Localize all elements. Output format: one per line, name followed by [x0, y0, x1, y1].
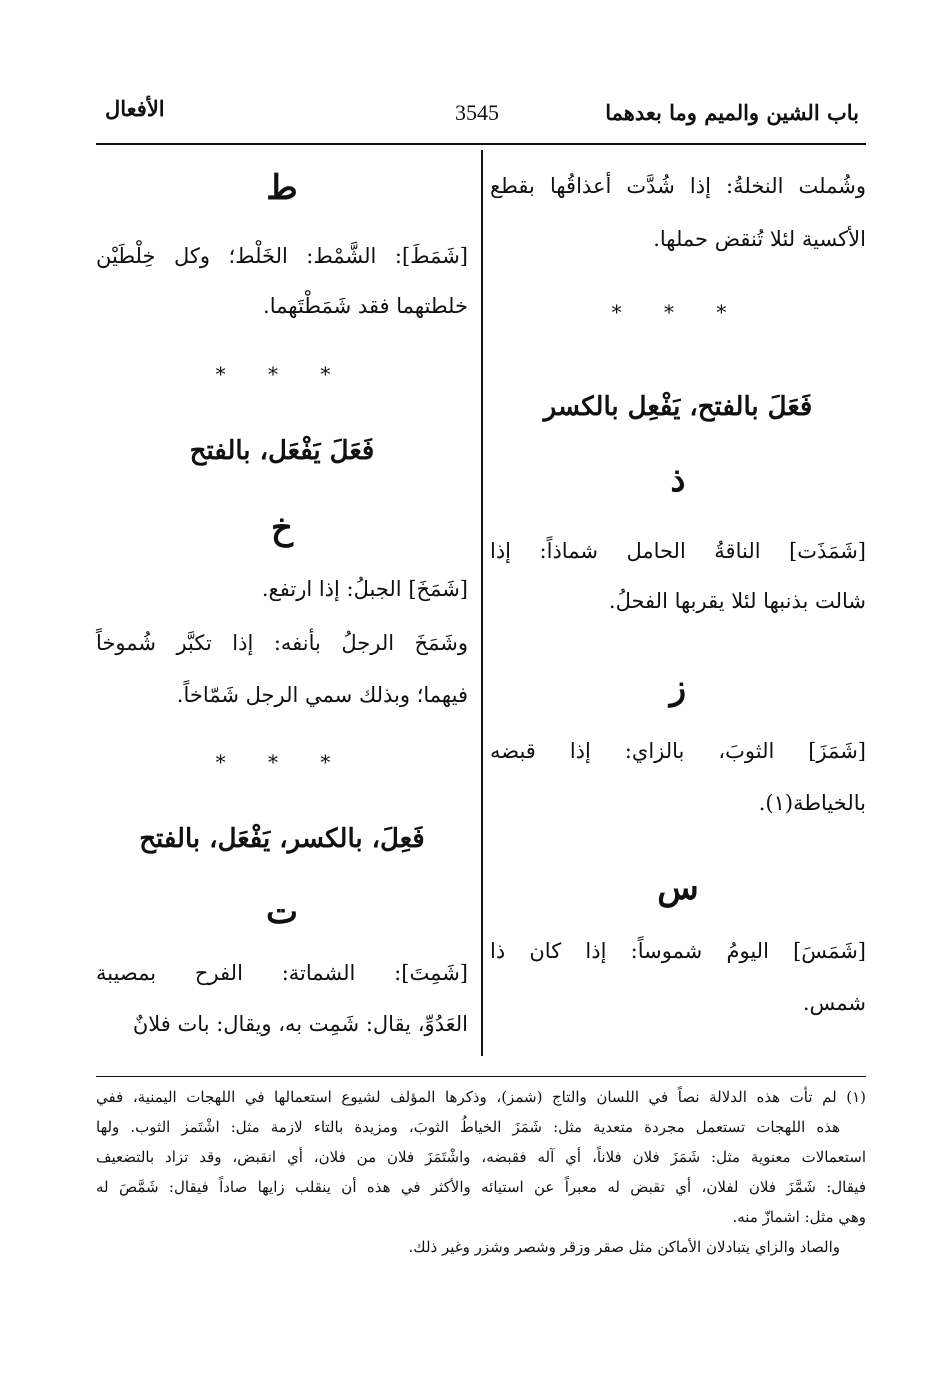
- entry-line: شالت بذنبها لئلا يقربها الفحلُ.: [608, 589, 866, 613]
- entry-line: [شَمَخَ] الجبلُ: إذا ارتفع.: [261, 577, 468, 601]
- letter-heading: س: [657, 868, 699, 908]
- letter-heading: ت: [265, 892, 298, 932]
- page-number: 3545: [455, 100, 499, 125]
- entry-line: [شَمَذَت] الناقةُ الحامل شماذاً: إذا: [490, 539, 866, 563]
- footnote-line: فيقال: شَمَّزَ فلان لفلان، أي تقبض له معبراً عن استيائه والأكثر في هذه أن ينقلب زايها صاداً فيقال: شَمَّصَ له: [96, 1178, 866, 1196]
- entry-line: فيهما؛ وبذلك سمي الرجل شَمّاخاً.: [176, 683, 468, 707]
- section-separator: * * *: [215, 362, 349, 386]
- entry-line: خلطتهما فقد شَمَطْتَهما.: [263, 294, 468, 318]
- footnote-line: والصاد والزاي يتبادلان الأماكن مثل صقر وزقر وشصر وشزر وغير ذلك.: [408, 1238, 840, 1256]
- section-heading: فَعِلَ، بالكسر، يَفْعَل، بالفتح: [139, 824, 425, 854]
- letter-heading: ز: [669, 668, 687, 708]
- footnote: [96, 1088, 866, 1298]
- left-column: [96, 0, 468, 1060]
- entry-line: [شَمَزَ] الثوبَ، بالزاي: إذا قبضه: [490, 739, 866, 763]
- column-divider: [481, 150, 483, 1056]
- section-separator: * * *: [611, 300, 745, 324]
- section-separator: * * *: [215, 750, 349, 774]
- footnote-line: (١) لم تأت هذه الدلالة نصاً في اللسان والتاج (شمز)، وذكرها المؤلف لشيوع استعمالها في اللهجات اليمنية، ففي: [96, 1088, 866, 1106]
- running-header-left: الأفعال: [105, 96, 165, 121]
- footnote-line: هذه اللهجات تستعمل مجردة متعدية مثل: شَمَزَ الخياطُ الثوبَ، ومزيدة بالتاء لازمة مثل: اشْتَمز الثوب. ولها: [96, 1118, 840, 1136]
- letter-heading: ذ: [670, 460, 686, 500]
- entry-line: وشَمَخَ الرجلُ بأنفه: إذا تكبَّر شُموخاً: [96, 631, 468, 655]
- entry-line: [شَمَسَ] اليومُ شموساً: إذا كان ذا: [490, 939, 866, 963]
- footnote-line: استعمالات معنوية مثل: شَمَزَ فلان فلاناً، أي آله فقبضه، واشْتَمَزَ فلان من فلان، أي انقبض، وقد تزاد بالتضعيف: [96, 1148, 866, 1166]
- entry-line: الأكسية لئلا تُنقض حملها.: [653, 227, 866, 251]
- section-heading: فَعَلَ يَفْعَل، بالفتح: [189, 436, 375, 466]
- entry-line: بالخياطة(١).: [758, 791, 866, 815]
- entry-line: وشُملت النخلةُ: إذا شُدَّت أعذاقُها بقطع: [490, 174, 866, 198]
- running-header-right: باب الشين والميم وما بعدهما: [605, 100, 859, 125]
- entry-line: [شَمَطَ]: الشَّمْط: الخَلْط؛ وكل خِلْطَيْن: [96, 244, 468, 268]
- entry-line: [شَمِتَ]: الشماتة: الفرح بمصيبة: [96, 961, 468, 985]
- letter-heading: ط: [266, 168, 298, 208]
- right-column: [490, 0, 866, 1060]
- footnote-rule: [96, 1076, 866, 1077]
- footnote-line: وهي مثل: اشمازّ منه.: [732, 1208, 866, 1226]
- letter-heading: خ: [271, 508, 293, 548]
- entry-line: العَدُوِّ، يقال: شَمِت به، ويقال: بات فلانٌ: [132, 1012, 468, 1036]
- section-heading: فَعَلَ بالفتح، يَفْعِل بالكسر: [543, 392, 813, 422]
- entry-line: شمس.: [802, 991, 866, 1015]
